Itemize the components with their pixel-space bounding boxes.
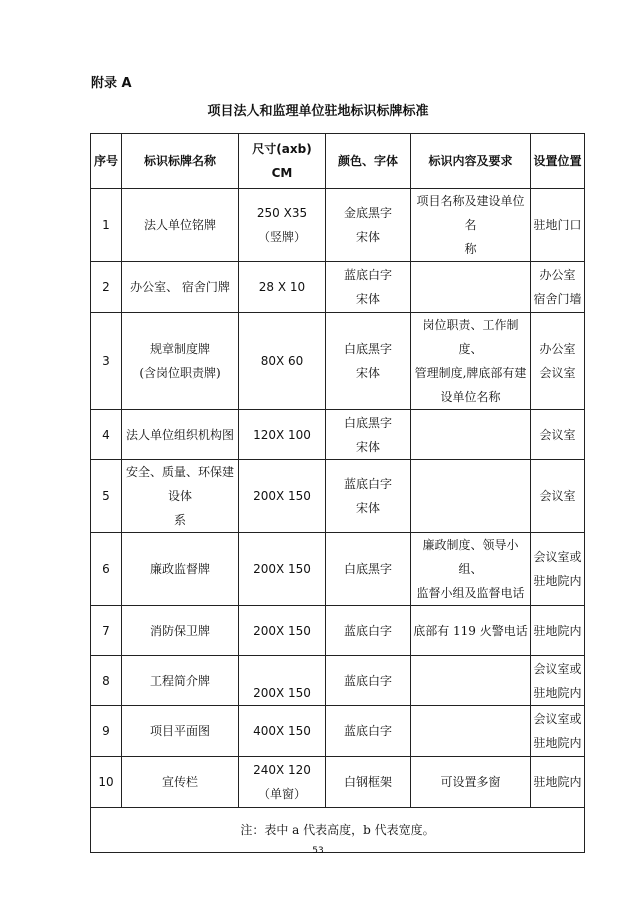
cell-name-line: 项目平面图 [149,724,210,738]
cell-location-line: 驻地门口 [533,218,582,232]
cell-name [122,460,239,533]
cell-size-line: （单窗） [257,787,306,801]
cell-no: 4 [91,410,122,460]
cell-location [531,313,585,410]
signage-standard-table [90,133,585,853]
cell-location [531,706,585,757]
cell-location-line: 办公室 [539,342,576,356]
cell-name [122,757,239,808]
cell-size-line: 200X 150 [253,562,311,576]
cell-color-line: 白钢框架 [343,775,392,789]
cell-location-line: 会议室 [539,489,576,503]
cell-name-line: (含岗位职责牌) [139,366,221,380]
header-no: 序号 [91,134,122,189]
cell-name-line: 宣传栏 [161,775,198,789]
cell-no: 2 [91,262,122,313]
table-header-row [91,134,585,189]
cell-color [326,606,411,656]
cell-size [239,410,326,460]
cell-name-line: 系 [173,513,186,527]
cell-color-line: 蓝底白字 [343,724,392,738]
table-row [91,262,585,313]
cell-name-line: 规章制度牌 [149,342,210,356]
cell-content [411,656,531,706]
cell-location-line: 驻地院内 [533,685,582,700]
cell-no: 1 [91,189,122,262]
cell-color-line: 宋体 [355,366,380,380]
cell-color-line: 蓝底白字 [343,623,392,638]
cell-location [531,606,585,656]
cell-name-line: 廉政监督牌 [149,562,210,576]
header-color: 颜色、字体 [326,134,411,189]
cell-no: 6 [91,533,122,606]
cell-size [239,757,326,808]
cell-size-line: 120X 100 [253,427,311,442]
cell-size-line [241,657,323,681]
header-size-line1: 尺寸(axb) [252,142,312,156]
cell-color [326,189,411,262]
cell-color-line: 白底黑字 [343,415,392,430]
cell-name [122,656,239,706]
cell-location [531,533,585,606]
header-content: 标识内容及要求 [411,134,531,189]
cell-content [411,262,531,313]
cell-content [411,460,531,533]
cell-location [531,656,585,706]
cell-size [239,460,326,533]
cell-name-line: 法人单位组织机构图 [125,427,234,442]
cell-content-line: 岗位职责、工作制度、 [422,318,519,356]
cell-size [239,606,326,656]
cell-no: 7 [91,606,122,656]
cell-content [411,313,531,410]
table-row [91,757,585,808]
cell-color-line: 蓝底白字 [343,268,392,282]
cell-location-line: 会议室 [539,427,576,442]
cell-content-line: 可设置多窗 [440,775,501,789]
cell-size-line: 250 X35 [256,206,308,220]
cell-no: 9 [91,706,122,757]
cell-no: 3 [91,313,122,410]
cell-name [122,606,239,656]
cell-location [531,262,585,313]
cell-size [239,189,326,262]
table-note: 注：表中 a 代表高度，b 代表宽度。 [91,808,585,853]
cell-name [122,410,239,460]
cell-name [122,262,239,313]
cell-size-line: （竖牌） [257,230,306,244]
cell-color-line: 白底黑字 [343,342,392,356]
cell-content-line: 项目名称及建设单位名 [416,194,525,232]
table-row [91,706,585,757]
cell-color [326,460,411,533]
cell-content [411,606,531,656]
cell-size-line: 80X 60 [260,354,304,368]
cell-size [239,262,326,313]
cell-location-line: 驻地院内 [533,736,582,750]
cell-location-line: 会议室或 [533,712,582,726]
cell-color [326,706,411,757]
header-name: 标识标牌名称 [122,134,239,189]
cell-size-line: 200X 150 [253,489,311,503]
appendix-label: 附录 A [91,76,132,91]
cell-location-line: 会议室 [539,366,576,380]
cell-location-line: 会议室或 [533,661,582,676]
cell-name-line: 办公室、 宿舍门牌 [130,280,230,294]
table-row [91,606,585,656]
cell-name [122,533,239,606]
cell-location-line: 宿舍门墙 [533,292,582,306]
cell-no: 5 [91,460,122,533]
cell-content-line: 廉政制度、领导小组、 [422,538,519,576]
cell-color [326,656,411,706]
cell-location-line: 会议室或 [533,550,582,564]
cell-location-line: 驻地院内 [533,574,582,588]
page-number: 53 [312,846,324,856]
cell-no: 10 [91,757,122,808]
cell-name-line: 工程简介牌 [149,673,210,688]
cell-content-line: 底部有 119 火警电话 [413,623,528,638]
cell-color-line: 金底黑字 [343,206,392,220]
cell-content-line: 监督小组及监督电话 [416,586,525,600]
cell-location [531,460,585,533]
header-location: 设置位置 [531,134,585,189]
cell-color [326,757,411,808]
table-row [91,410,585,460]
cell-location [531,410,585,460]
cell-name [122,189,239,262]
cell-name-line: 消防保卫牌 [149,623,210,638]
cell-color [326,262,411,313]
cell-color [326,533,411,606]
table-row [91,313,585,410]
cell-size-line: 200X 150 [253,623,311,638]
cell-size [239,656,326,706]
cell-size [239,313,326,410]
cell-size-line: 240X 120 [253,763,311,777]
cell-location [531,757,585,808]
cell-content-line: 管理制度,牌底部有建 [414,366,527,380]
header-size [239,134,326,189]
table-row [91,189,585,262]
cell-name [122,706,239,757]
cell-color-line: 宋体 [355,501,380,515]
cell-name [122,313,239,410]
cell-no: 8 [91,656,122,706]
cell-name-line: 安全、质量、环保建设体 [125,465,234,503]
document-title: 项目法人和监理单位驻地标识标牌标准 [207,104,429,119]
cell-color-line: 宋体 [355,292,380,306]
cell-location-line: 驻地院内 [533,775,582,789]
cell-size [239,706,326,757]
cell-size-line: 400X 150 [253,724,311,738]
cell-content [411,757,531,808]
cell-size-line: 28 X 10 [258,280,306,294]
cell-content [411,706,531,757]
table-row [91,460,585,533]
table-row [91,656,585,706]
cell-content [411,533,531,606]
header-size-line2: CM [271,166,293,180]
cell-color-line: 蓝底白字 [343,673,392,688]
table-row [91,533,585,606]
cell-color [326,313,411,410]
cell-location [531,189,585,262]
cell-location-line: 办公室 [539,268,576,282]
cell-size-line: 200X 150 [253,685,311,700]
cell-size [239,533,326,606]
cell-content-line: 称 [464,242,477,256]
cell-content-line: 设单位名称 [440,390,501,404]
cell-color-line: 白底黑字 [343,562,392,576]
cell-color-line: 宋体 [355,230,380,244]
cell-color [326,410,411,460]
cell-content [411,410,531,460]
cell-color-line: 蓝底白字 [343,477,392,491]
cell-color-line: 宋体 [355,439,380,454]
cell-content [411,189,531,262]
cell-name-line: 法人单位铭牌 [143,218,216,232]
cell-location-line: 驻地院内 [533,623,582,638]
